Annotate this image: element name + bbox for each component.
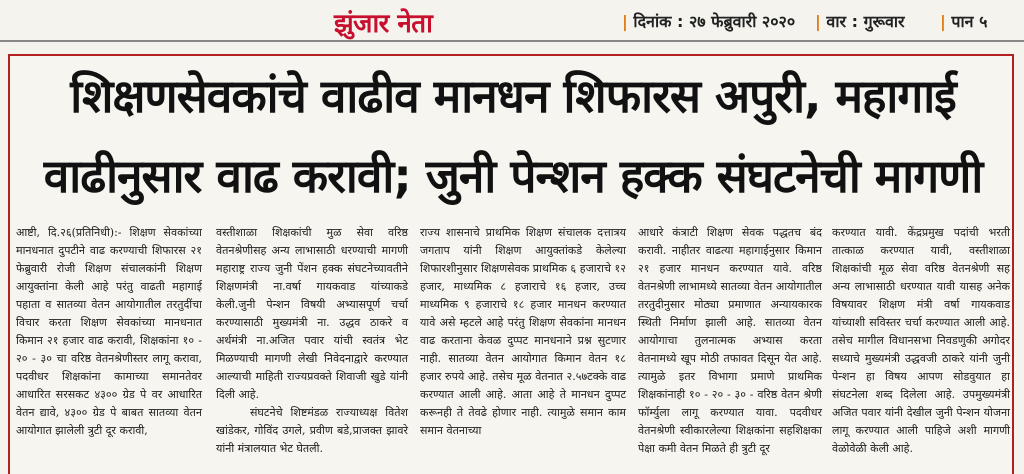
headline-line-1: शिक्षणसेवकांचे वाढीव मानधन शिफारस अपुरी, महागाई [70,69,956,123]
article-column-1 [10,224,208,472]
article-column-4 [632,224,828,472]
article-column-3 [414,224,632,472]
article-column-2 [210,224,414,472]
headline-line-2: वाढीनुसार वाढ करावी; जुनी पेन्शन हक्क संघटनेची मागणी [43,149,983,203]
masthead-divider [0,40,1024,42]
article-column-5 [826,224,1016,472]
column-paragraph: संघटनेचे शिष्टमंडळ राज्याध्यक्ष वितेश खांडेकर, गोविंद उगले, प्रवीण बडे,प्राजक्त झावरे यांनी मंत्रालयात भेट घेतली. [216,406,408,455]
day-label: वार [826,12,847,31]
newspaper-logo: झुंजार नेता [334,9,433,39]
column-paragraph: करण्यात यावी. केंद्रप्रमुख पदांची भरती तात्काळ करण्यात यावी, वस्तीशाळा शिक्षकांची मूळ सेवा वरिष्ठ वेतनश्रेणी सह अन्य लाभासाठी धरण्यात यावी यासह अनेक विषयावर शिक्षण मंत्री वर्षा गायकवाड यांच्याशी सविस्तर चर्चा करण्यात आली आहे. तसेच मागील विधानसभा निवडणुकी अगोदर सध्याचे मुख्यमंत्री उद्धवजी ठाकरे यांनी जुनी पेन्शन हा विषय आपण सोडवुयात हा संघटनेला शब्द दिलेला आहे. उपमुख्यमंत्री अजित पवार यांनी देखील जुनी पेन्शन योजना लागू करण्यात आली पाहिजे अशी मागणी वेळोवेळी केली आहे. [832,226,1010,455]
column-paragraph: आधारे कंत्राटी शिक्षण सेवक पद्धतच बंद करावी. नाहीतर वाढत्या महागाईनुसार किमान २१ हजार मानधन करण्यात यावे. वरिष्ठ वेतनश्रेणी लाभामध्ये सातव्या वेतन आयोगातील तरतुदीनुसार मोठ्या प्रमाणात अन्यायकारक स्थिती निर्माण झाली आहे. सातव्या वेतन आयोगाचा तुलनात्मक अभ्यास करता वेतनामध्ये खूप मोठी तफावत दिसून येत आहे. त्यामुळे इतर विभागा प्रमाणे प्राथमिक शिक्षकांनाही १० - २० - ३० - वरिष्ठ वेतन श्रेणी फॉर्म्युला लागू करण्यात यावा. पदवीधर वेतनश्रेणी स्वीकारलेल्या शिक्षकांना सहशिक्षका पेक्षा कमी वेतन मिळते ही त्रुटी दूर [638,226,822,455]
column-paragraph: राज्य शासनाचे प्राथमिक शिक्षण संचालक दत्तात्रय जगताप यांनी शिक्षण आयुक्तांकडे केलेल्या शिफारशीनुसार शिक्षणसेवक प्राथमिक ६ हजाराचे १२ हजार, माध्यमिक ८ हजाराचे १६ हजार, उच्च माध्यमिक ९ हजाराचे १८ हजार मानधन करण्यात यावे असे म्हटले आहे परंतु शिक्षण सेवकांना मानधन वाढ करताना केवळ दुप्पट मानधनाने प्रश्न सुटणार नाही. सातव्या वेतन आयोगात किमान वेतन १८ हजार रुपये आहे. तसेच मूळ वेतनात २.५७टक्के वाढ करण्यात आली आहे. आता आहे ते मानधन दुप्पट करूनही ते तेवढे होणार नाही. त्यामुळे समान काम समान वेतनाच्या [420,226,626,437]
day-info: | वार : गुरूवार [815,12,905,31]
column-paragraph: वस्तीशाळा शिक्षकांची मुळ सेवा वरिष्ठ वेतनश्रेणीसह अन्य लाभासाठी धरण्याची मागणी महाराष्ट्र राज्य जुनी पेंशन हक्क संघटनेच्यावतीने शिक्षणमंत्री ना.वर्षा गायकवाड यांच्याकडे केली.जुनी पेन्शन विषयी अभ्यासपूर्ण चर्चा करण्यासाठी मुख्यमंत्री ना. उद्धव ठाकरे व अर्थमंत्री ना.अजित पवार यांची स्वतंत्र भेट मिळण्याची मागणी लेखी निवेदनाद्वारे करण्यात आल्याची माहिती राज्यप्रवक्ते शिवाजी खुडे यांनी दिली आहे. [216,226,408,401]
article-box [8,54,1014,474]
date-info: | दिनांक : २७ फेब्रुवारी २०२० [622,12,796,31]
masthead [0,0,1024,44]
date-value: २७ फेब्रुवारी २०२० [688,12,796,31]
page-number: ५ [979,12,988,31]
page-label: पान [951,12,974,31]
page-info: | पान ५ [940,12,988,31]
date-label: दिनांक [633,12,672,31]
column-paragraph: आष्टी, दि.२६(प्रतिनिधी):- शिक्षण सेवकांच्या मानधनात दुपटीने वाढ करण्याची शिफारस २१ फेब्रुवारी रोजी शिक्षण संचालकांनी शिक्षण आयुक्तांना केली आहे परंतु वाढती महागाई पहाता व सातव्या वेतन आयोगातील तरतुदींचा विचार करता शिक्षण सेवकांच्या मानधनात किमान २१ हजार वाढ करावी, शिक्षकांना १० - २० - ३० चा वरिष्ठ वेतनश्रेणीस्तर लागू करावा, पदवीधर शिक्षकांना कामाच्या समानतेवर आधारित सरसकट ४३०० ग्रेड पे वर आधारित वेतन द्यावे, ४३०० ग्रेड पे बाबत सातव्या वेतन आयोगात झालेली त्रुटी दूर करावी, [16,226,202,437]
day-value: गुरूवार [863,12,905,31]
